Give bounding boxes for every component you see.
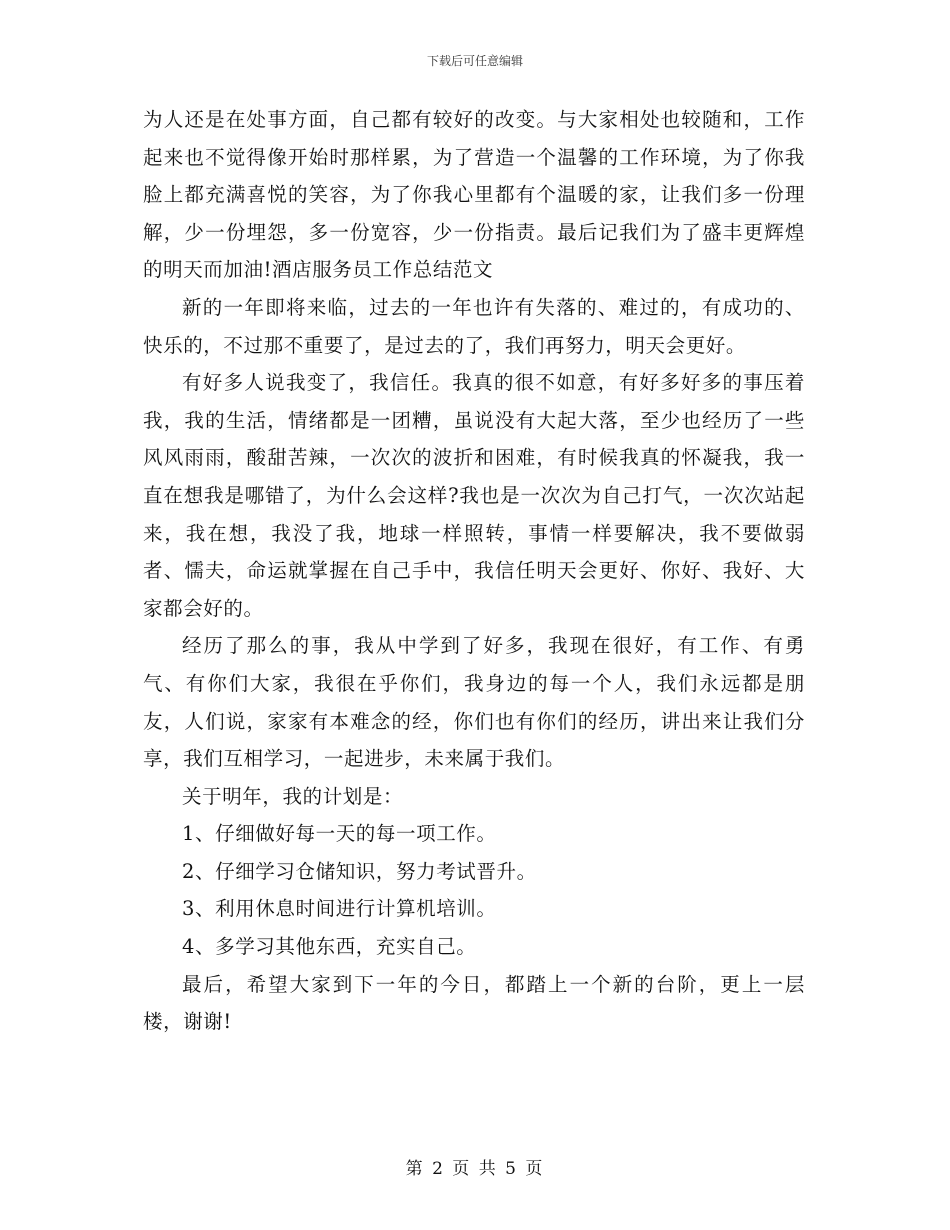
paragraph-experience: 经历了那么的事，我从中学到了好多，我现在很好，有工作、有勇气、有你们大家，我很在乎你们，我身边的每一个人，我们永远都是朋友，人们说，家家有本难念的经，你们也有你们的经历，讲出来让我们分享，我们互相学习，一起进步，未来属于我们。 <box>143 634 805 771</box>
plan-item-2: 2、仔细学习仓储知识，努力考试晋升。 <box>182 859 537 883</box>
page-footer: 第 2 页 共 5 页 <box>405 1159 545 1179</box>
paragraph-new-year: 新的一年即将来临，过去的一年也许有失落的、难过的，有成功的、快乐的，不过那不重要了，是过去的了，我们再努力，明天会更好。 <box>143 295 805 357</box>
plan-item-3: 3、利用休息时间进行计算机培训。 <box>182 897 497 921</box>
paragraph-closing: 最后，希望大家到下一年的今日，都踏上一个新的台阶，更上一层楼，谢谢! <box>143 972 805 1034</box>
paragraph-continuation: 为人还是在处事方面，自己都有较好的改变。与大家相处也较随和，工作起来也不觉得像开始时那样累，为了营造一个温馨的工作环境，为了你我脸上都充满喜悦的笑容，为了你我心里都有个温暖的家，让我们多一份理解，少一份埋怨，多一份宽容，少一份指责。最后记我们为了盛丰更辉煌的明天而加油!酒店服务员工作总结范文 <box>143 108 805 282</box>
paragraph-changes: 有好多人说我变了，我信任。我真的很不如意，有好多好多的事压着我，我的生活，情绪都是一团糟，虽说没有大起大落，至少也经历了一些风风雨雨，酸甜苦辣，一次次的波折和困难，有时候我真的怀凝我，我一直在想我是哪错了，为什么会这样?我也是一次次为自己打气，一次次站起来，我在想，我没了我，地球一样照转，事情一样要解决，我不要做弱者、懦夫，命运就掌握在自己手中，我信任明天会更好、你好、我好、大家都会好的。 <box>143 371 805 620</box>
paragraph-plan-intro: 关于明年，我的计划是： <box>182 784 404 808</box>
plan-item-1: 1、仔细做好每一天的每一项工作。 <box>182 822 497 846</box>
plan-item-4: 4、多学习其他东西，充实自己。 <box>182 935 477 959</box>
document-body <box>143 101 805 1041</box>
page-header: 下载后可任意编辑 <box>426 54 523 68</box>
